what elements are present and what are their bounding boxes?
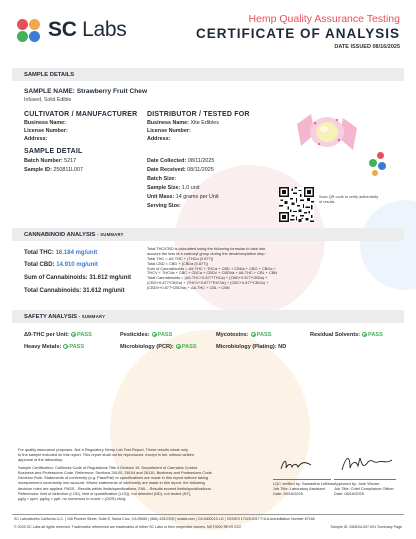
safety-item-pesticides: Pesticides: PASS <box>120 332 173 338</box>
date-collected-row: Date Collected: 08/11/2025 <box>147 158 215 164</box>
signature-block-2: Approved by: Josh Wurzer Job Title: Chief Compliance Officer Date: 08/16/2025 <box>334 481 394 497</box>
safety-item-mycotoxins: Mycotoxins: PASS <box>216 332 272 338</box>
distributor-business-row: Business Name: Xite Edibles <box>147 120 219 126</box>
date-issued: DATE ISSUED 08/16/2025 <box>334 44 400 50</box>
distributor-license-label: License Number: <box>147 128 191 134</box>
company-line: SC Laboratories California LLC. | 100 Pioneer Street, Suite E, Santa Cruz, CA 95060 | (866) 435-0709 | sclabs.com | C8-0000013-LIC | ISO/IES 17025:2017 PJLA Accreditation Number 87168 <box>14 517 315 521</box>
signature-line-2 <box>334 479 396 480</box>
safety-item-microbiology-pcr: Microbiology (PCR): PASS <box>120 344 197 350</box>
sample-size-row: Sample Size: 1.0 unit <box>147 185 200 191</box>
cultivator-address-label: Address: <box>24 136 48 142</box>
batch-number-row: Batch Number: 5217 <box>24 158 77 164</box>
formula-note: Total THC/CBD is calculated using the following formulas to take into account the loss of a carboxyl group during the decarboxylation step: Total THC = Δ9-THC + (THCa (0.877)) Total CBD = CBD + (CBDa (0.877)) Sum of Cannabinoids = Δ9-THC + THCa + CBD + CBDa + CBG + CBGa + THCV + THCVa + CBC + CBCa + CBDV + CBDVa + Δ8-THC + CBL + CBN Total Cannabinoids = (Δ9-THC+0.877*THCa) + (CBD+0.877*CBDa) + (CBG+0.877*CBGa) + (THCV+0.877*THCVa) + (CBC+0.877*CBCa) + (CBDV+0.877*CBDVa) + Δ8-THC + CBL + CBN <box>147 246 278 290</box>
sample-id-row: Sample ID: 250811L007 <box>24 167 83 173</box>
sum-cannabinoids-row: Sum of Cannabinoids: 31.612 mg/unit <box>24 275 132 281</box>
date-received-row: Date Received: 08/11/2025 <box>147 167 214 173</box>
check-icon <box>152 332 157 337</box>
total-cbd-row: Total CBD: 14.910 mg/unit <box>24 262 98 268</box>
signature-wurzer <box>338 452 394 478</box>
safety-item-residual-solvents: Residual Solvents: PASS <box>310 332 383 338</box>
total-thc-value: 16.184 mg/unit <box>55 250 98 256</box>
check-icon <box>362 332 367 337</box>
footer-notes: For quality assurance purposes. Not a Regulatory Hemp Lab Test Report. These results relate only to the sample included on this report. This report shall not be reproduced, except in full, without written approval of the laboratory. Sample Certification: California Code of Regulations Title 4 Division 19. Department of Cannabis Control Business and Professions Code. Reference: Sections 26100, 26104 and 26110, Business and Professions Code. Decision Rule: Statements of conformity (e.g. Pass/Fail) to specifications are made in this report without taking measurement uncertainty into account. Where statements of conformity are made in this report, the following decision rules are applied: PASS - Results within limits/specifications, FAIL - Results exceed limits/specifications. References: limit of detection (LOD), limit of quantification (LOQ), not detected (ND), not tested (NT), µg/g = ppm, µg/kg = ppb, no numerous to count = (OOS) cfu/g. <box>18 447 213 501</box>
cultivator-business-label: Business Name: <box>24 120 66 126</box>
cultivator-heading: CULTIVATOR / MANUFACTURER <box>24 111 138 118</box>
logo-text: SC Labs <box>48 18 127 41</box>
safety-item-heavy-metals: Heavy Metals: PASS <box>24 344 85 350</box>
sc-labs-logo <box>16 17 126 43</box>
safety-item-thc-per-unit: Δ9-THC per Unit: PASS <box>24 332 92 338</box>
cultivator-license-label: License Number: <box>24 128 68 134</box>
copyright: © 2025 SC Labs all rights reserved. Trademarks referenced are trademarks of either SC Labs or their respective owners. MKT0002 REV9 2/22 <box>14 525 241 529</box>
check-icon <box>176 344 181 349</box>
total-cannabinoids-row: Total Cannabinoids: 31.612 mg/unit <box>24 288 125 294</box>
signature-lebeau <box>278 455 314 475</box>
qr-note: Scan QR code to verify authenticity of results. <box>319 195 379 204</box>
qr-code[interactable] <box>279 187 314 222</box>
header-subtitle: Hemp Quality Assurance Testing <box>248 13 400 25</box>
cannabinoid-bar: CANNABINOID ANALYSIS - SUMMARY <box>12 228 404 241</box>
distributor-address-label: Address: <box>147 136 171 142</box>
distributor-heading: DISTRIBUTOR / TESTED FOR <box>147 111 250 118</box>
serving-size-label: Serving Size: <box>147 203 181 209</box>
check-icon <box>71 332 76 337</box>
check-icon <box>251 332 256 337</box>
sample-details-bar: SAMPLE DETAILS <box>12 68 404 81</box>
decorative-dots-icon <box>369 152 389 182</box>
footer-divider <box>12 514 404 515</box>
sample-name: SAMPLE NAME: Strawberry Fruit Chew <box>24 88 148 95</box>
batch-size-label: Batch Size: <box>147 176 177 182</box>
signature-line-1 <box>273 479 331 480</box>
sample-type: Infused, Solid Edible <box>24 97 72 103</box>
check-icon <box>63 344 68 349</box>
total-thc-row: Total THC: 16.184 mg/unit <box>24 250 98 256</box>
safety-bar: SAFETY ANALYSIS - SUMMARY <box>12 310 404 323</box>
logo-dots-icon <box>16 17 42 43</box>
unit-mass-row: Unit Mass: 14 grams per Unit <box>147 194 219 200</box>
sample-detail-heading: SAMPLE DETAIL <box>24 148 83 155</box>
product-photo <box>293 106 361 160</box>
signature-block-1: LQC verified by: Samantha LeBeau Job Title: Laboratory Assistant Date: 08/16/2025 <box>273 481 335 497</box>
page-info: Sample ID: 250811L007-001 Summary Page <box>330 525 402 529</box>
safety-item-microbiology-plating: Microbiology (Plating): ND <box>216 344 287 350</box>
header-title: CERTIFICATE OF ANALYSIS <box>195 26 400 41</box>
total-cbd-value: 14.910 mg/unit <box>56 262 98 268</box>
header-right <box>196 13 400 50</box>
